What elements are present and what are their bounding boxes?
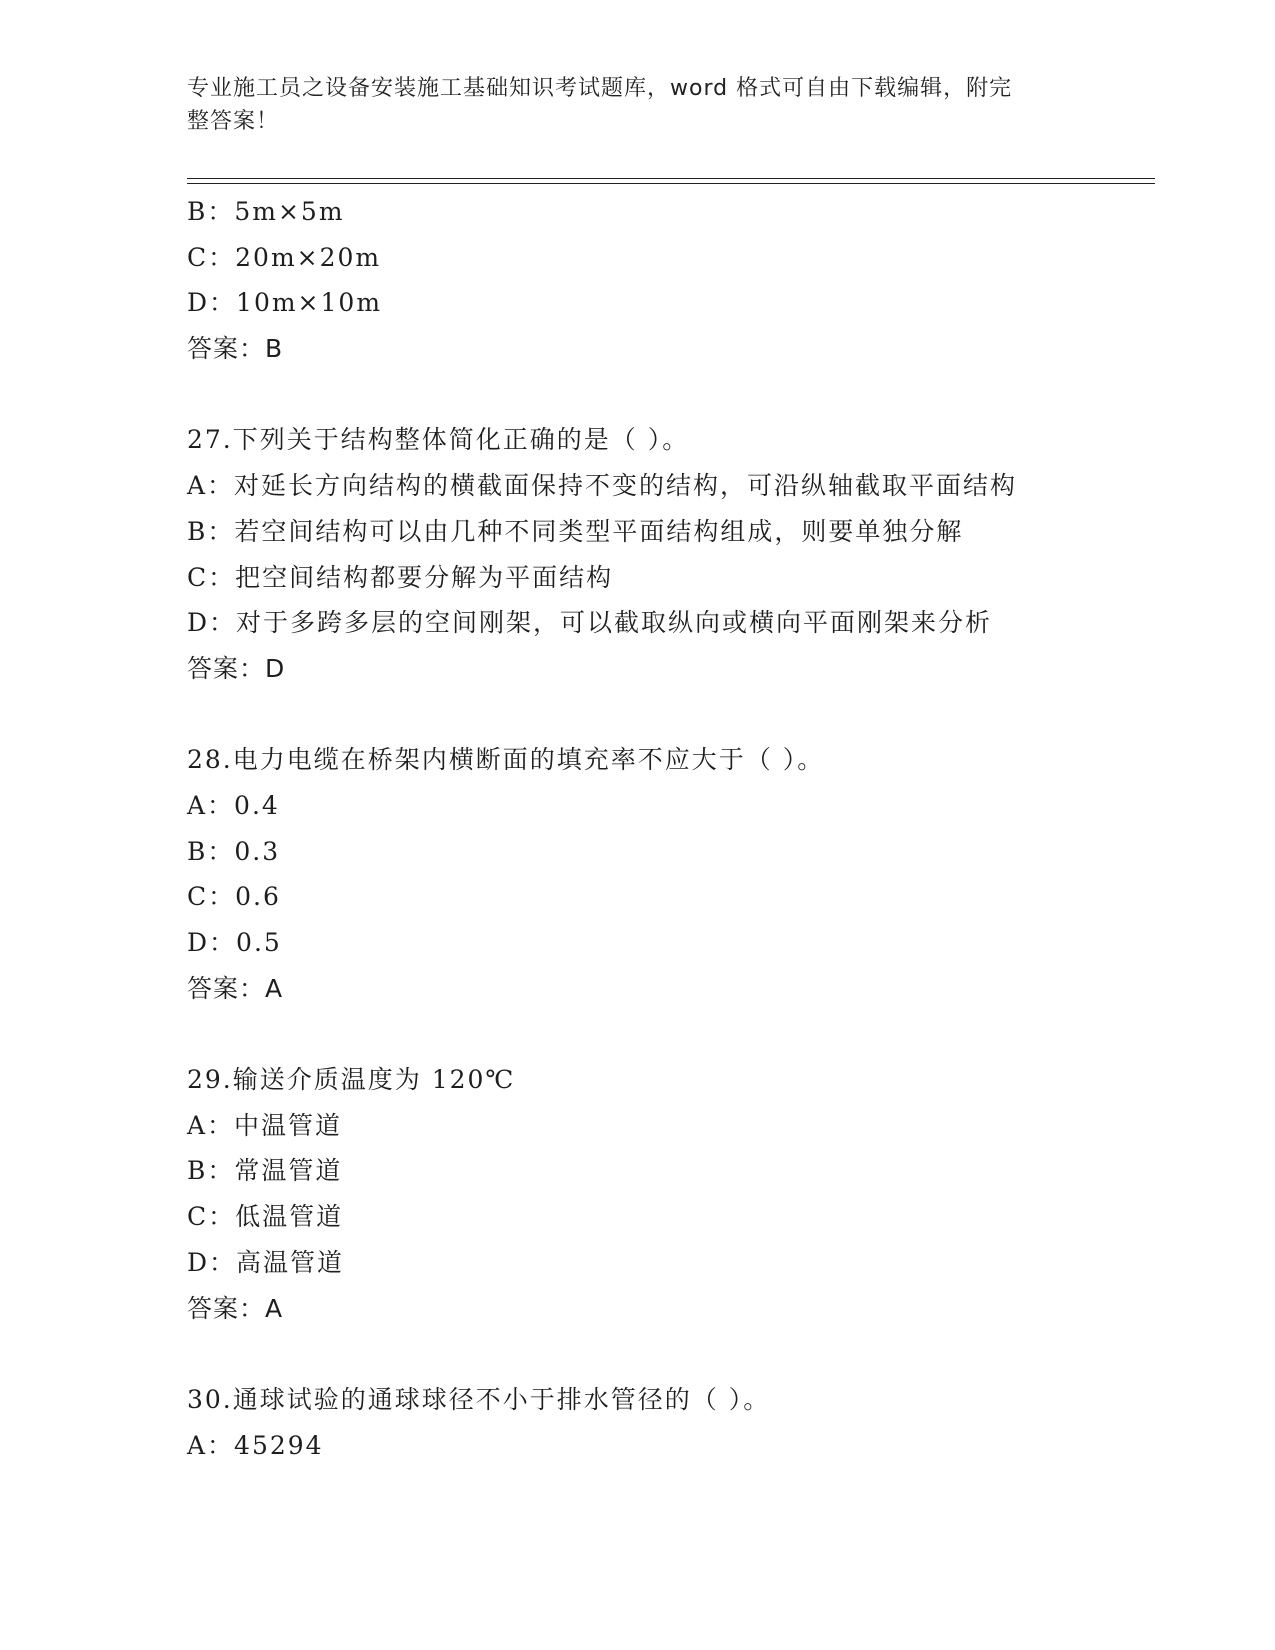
question-28 [187,737,1155,1011]
option-c: C：低温管道 [187,1202,344,1232]
question-30 [187,1377,1155,1468]
header-title-line-2: 整答案！ [187,109,280,134]
spacer [187,1011,1155,1057]
option-d: D：10m×10m [187,288,383,318]
question-text: 29.输送介质温度为 120℃ [187,1065,516,1095]
answer: 答案：B [187,334,284,364]
option-a: A：对延长方向结构的横截面保持不变的结构，可沿纵轴截取平面结构 [187,471,1018,501]
spacer [187,1331,1155,1377]
option-b: B：常温管道 [187,1156,343,1186]
question-text: 28.电力电缆在桥架内横断面的填充率不应大于（ ）。 [187,745,825,775]
option-b: B：5m×5m [187,197,345,226]
question-text: 30.通球试验的通球球径不小于排水管径的（ ）。 [187,1384,771,1414]
option-a: A：45294 [187,1430,324,1460]
answer: 答案：D [187,653,286,683]
question-text: 27.下列关于结构整体简化正确的是（ ）。 [187,425,690,455]
option-b: B：若空间结构可以由几种不同类型平面结构组成，则要单独分解 [187,516,964,546]
spacer [187,372,1155,418]
document-header [187,72,1067,138]
option-d: D：对于多跨多层的空间刚架，可以截取纵向或横向平面刚架来分析 [187,608,993,638]
option-c: C：把空间结构都要分解为平面结构 [187,562,614,592]
spacer [187,692,1155,738]
header-divider-bottom [187,183,1155,184]
option-c: C：0.6 [187,882,281,912]
answer: 答案：A [187,973,284,1003]
header-divider-top [187,178,1155,179]
option-a: A：0.4 [187,790,280,820]
option-b: B：0.3 [187,836,281,866]
option-c: C：20m×20m [187,242,382,272]
question-29 [187,1057,1155,1331]
option-d: D：0.5 [187,928,282,957]
question-27 [187,417,1155,691]
option-d: D：高温管道 [187,1247,345,1277]
question-26-tail [187,189,1155,372]
answer: 答案：A [187,1293,284,1323]
question-list [187,189,1155,1468]
header-title-line-1: 专业施工员之设备安装施工基础知识考试题库，word 格式可自由下载编辑，附完 [187,76,1013,101]
option-a: A：中温管道 [187,1110,343,1140]
